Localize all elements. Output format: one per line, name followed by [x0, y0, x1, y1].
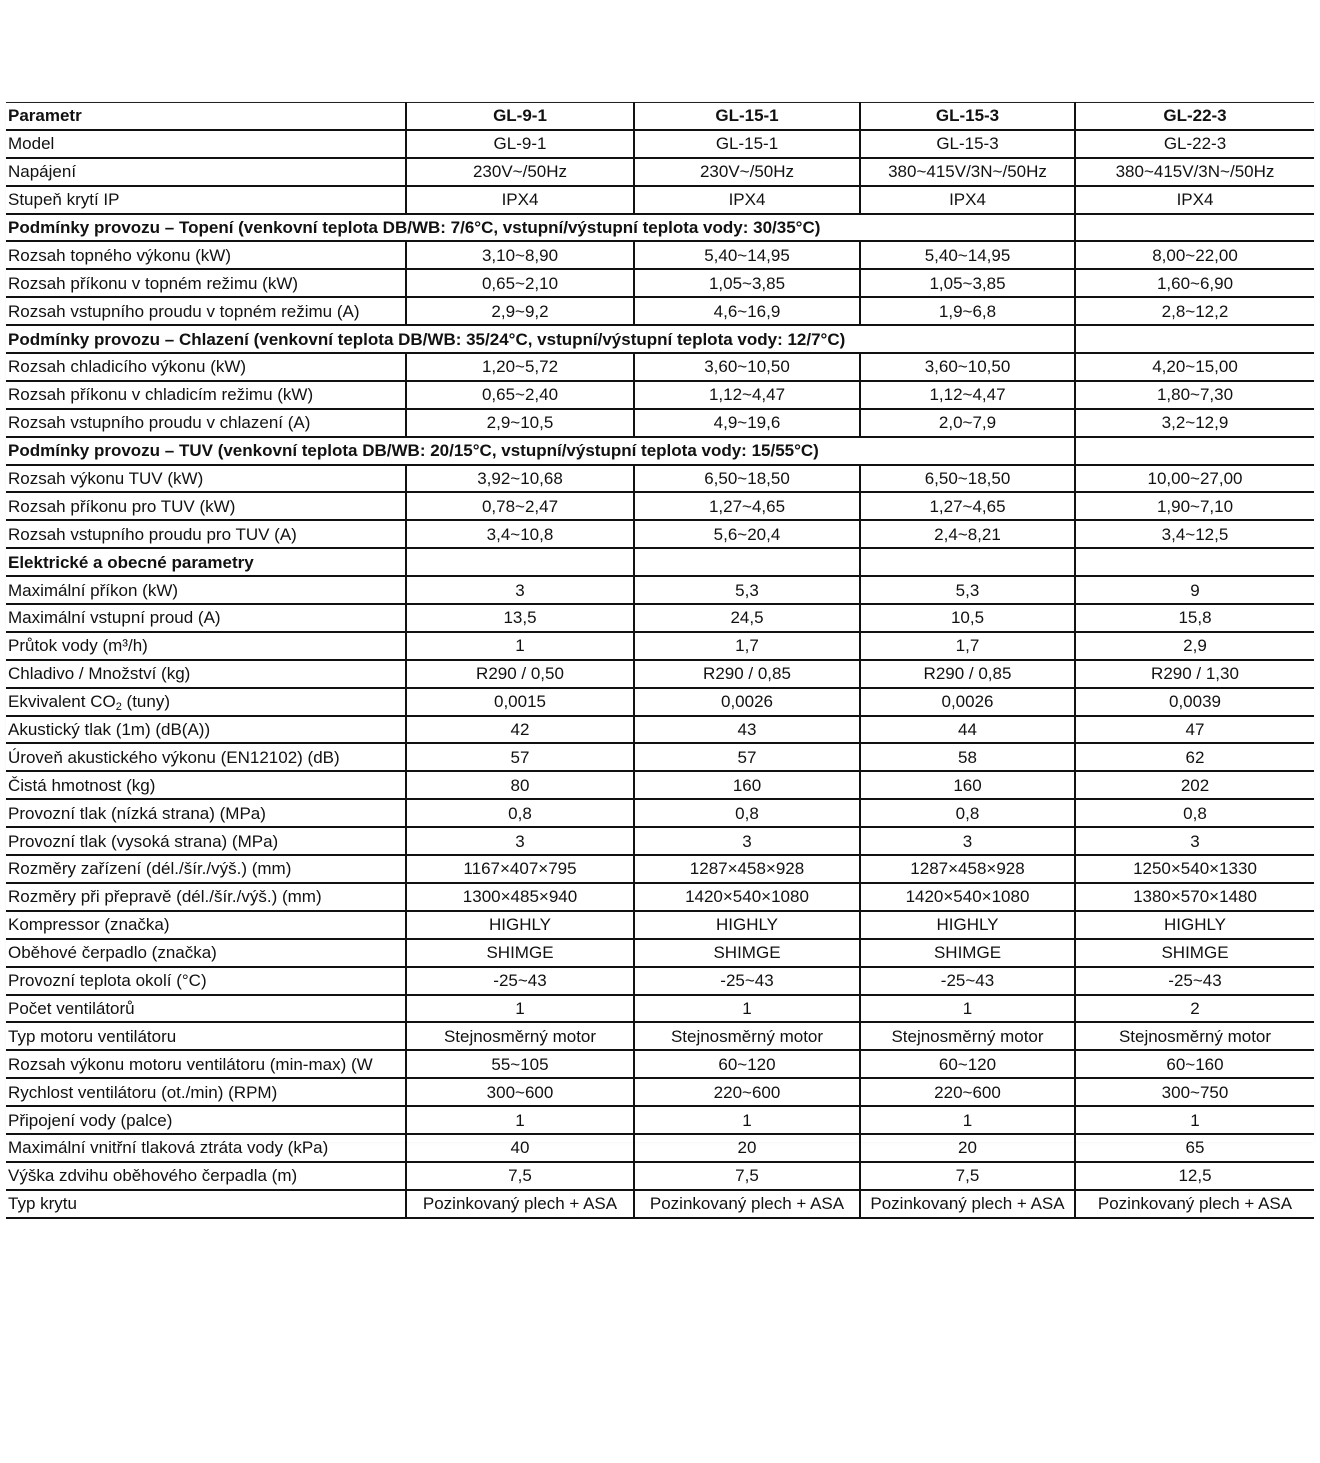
value-cell: 9 [1075, 576, 1314, 604]
table-row [6, 1190, 1314, 1218]
table-row [6, 1134, 1314, 1162]
value-cell: 220~600 [860, 1078, 1075, 1106]
value-cell: 20 [860, 1134, 1075, 1162]
section-title: Podmínky provozu – TUV (venkovní teplota DB/WB: 20/15°C, vstupní/výstupní teplota vody: 15/55°C) [6, 437, 1075, 465]
header-cell-model: GL-22-3 [1075, 103, 1314, 130]
value-cell: 1,05~3,85 [634, 269, 860, 297]
value-cell: 62 [1075, 743, 1314, 771]
empty-cell [1075, 214, 1314, 242]
parameter-label: Provozní tlak (nízká strana) (MPa) [6, 799, 406, 827]
parameter-label: Model [6, 130, 406, 158]
table-row [6, 660, 1314, 688]
parameter-label: Úroveň akustického výkonu (EN12102) (dB) [6, 743, 406, 771]
value-cell: 1287×458×928 [634, 855, 860, 883]
value-cell: HIGHLY [634, 911, 860, 939]
parameter-label: Provozní tlak (vysoká strana) (MPa) [6, 827, 406, 855]
empty-cell [406, 548, 634, 576]
value-cell: 55~105 [406, 1050, 634, 1078]
table-row [6, 939, 1314, 967]
table-row [6, 632, 1314, 660]
value-cell: SHIMGE [406, 939, 634, 967]
value-cell: SHIMGE [634, 939, 860, 967]
value-cell: 10,00~27,00 [1075, 465, 1314, 493]
value-cell: IPX4 [1075, 186, 1314, 214]
table-row [6, 827, 1314, 855]
value-cell: HIGHLY [860, 911, 1075, 939]
value-cell: 80 [406, 771, 634, 799]
value-cell: 220~600 [634, 1078, 860, 1106]
parameter-label: Rozsah příkonu v topném režimu (kW) [6, 269, 406, 297]
value-cell: 300~750 [1075, 1078, 1314, 1106]
value-cell: 1,9~6,8 [860, 297, 1075, 325]
value-cell: 1,60~6,90 [1075, 269, 1314, 297]
table-header-row [6, 103, 1314, 130]
table-row [6, 186, 1314, 214]
table-row [6, 688, 1314, 716]
parameter-label: Připojení vody (palce) [6, 1106, 406, 1134]
value-cell: 3,4~10,8 [406, 520, 634, 548]
table-row [6, 465, 1314, 493]
value-cell: 1 [406, 995, 634, 1023]
value-cell: R290 / 0,85 [860, 660, 1075, 688]
table-row [6, 1162, 1314, 1190]
value-cell: 160 [860, 771, 1075, 799]
value-cell: 65 [1075, 1134, 1314, 1162]
value-cell: 6,50~18,50 [634, 465, 860, 493]
value-cell: 42 [406, 716, 634, 744]
value-cell: 230V~/50Hz [406, 158, 634, 186]
value-cell: 1300×485×940 [406, 883, 634, 911]
table-row [6, 1050, 1314, 1078]
header-cell-model: GL-15-1 [634, 103, 860, 130]
section-header-row [6, 548, 1314, 576]
empty-cell [1075, 325, 1314, 353]
value-cell: IPX4 [634, 186, 860, 214]
table-row [6, 995, 1314, 1023]
value-cell: 300~600 [406, 1078, 634, 1106]
value-cell: 3,4~12,5 [1075, 520, 1314, 548]
table-row [6, 1078, 1314, 1106]
value-cell: 57 [406, 743, 634, 771]
value-cell: 15,8 [1075, 604, 1314, 632]
value-cell: 1287×458×928 [860, 855, 1075, 883]
value-cell: 160 [634, 771, 860, 799]
table-row [6, 158, 1314, 186]
spec-table [6, 102, 1314, 1219]
table-row [6, 716, 1314, 744]
parameter-label: Maximální vnitřní tlaková ztráta vody (kPa) [6, 1134, 406, 1162]
empty-cell [1075, 548, 1314, 576]
value-cell: 2,9~10,5 [406, 409, 634, 437]
value-cell: 5,40~14,95 [634, 241, 860, 269]
table-row [6, 911, 1314, 939]
value-cell: 13,5 [406, 604, 634, 632]
table-row [6, 381, 1314, 409]
header-cell-parameter: Parametr [6, 103, 406, 130]
value-cell: 5,6~20,4 [634, 520, 860, 548]
value-cell: 1 [406, 632, 634, 660]
parameter-label [6, 688, 406, 716]
value-cell: 1420×540×1080 [634, 883, 860, 911]
parameter-label: Rychlost ventilátoru (ot./min) (RPM) [6, 1078, 406, 1106]
header-cell-model: GL-9-1 [406, 103, 634, 130]
value-cell: Stejnosměrný motor [860, 1022, 1075, 1050]
parameter-label: Rozsah výkonu TUV (kW) [6, 465, 406, 493]
value-cell: 3 [860, 827, 1075, 855]
value-cell: Pozinkovaný plech + ASA [860, 1190, 1075, 1218]
value-cell: 1,7 [634, 632, 860, 660]
parameter-label: Typ krytu [6, 1190, 406, 1218]
parameter-label: Rozsah vstupního proudu v chlazení (A) [6, 409, 406, 437]
table-row [6, 409, 1314, 437]
table-row [6, 576, 1314, 604]
section-title: Elektrické a obecné parametry [6, 548, 406, 576]
value-cell: Stejnosměrný motor [406, 1022, 634, 1050]
value-cell: 2,9~9,2 [406, 297, 634, 325]
parameter-label: Stupeň krytí IP [6, 186, 406, 214]
parameter-label: Průtok vody (m³/h) [6, 632, 406, 660]
value-cell: 0,8 [1075, 799, 1314, 827]
value-cell: 60~160 [1075, 1050, 1314, 1078]
table-row [6, 967, 1314, 995]
value-cell: 2,9 [1075, 632, 1314, 660]
value-cell: 0,78~2,47 [406, 492, 634, 520]
value-cell: 0,8 [406, 799, 634, 827]
value-cell: 1250×540×1330 [1075, 855, 1314, 883]
value-cell: 40 [406, 1134, 634, 1162]
subscript: 2 [115, 701, 122, 714]
parameter-label: Výška zdvihu oběhového čerpadla (m) [6, 1162, 406, 1190]
parameter-label: Rozměry zařízení (dél./šír./výš.) (mm) [6, 855, 406, 883]
value-cell: GL-15-3 [860, 130, 1075, 158]
value-cell: 1,27~4,65 [860, 492, 1075, 520]
parameter-label: Rozsah vstupního proudu v topném režimu (A) [6, 297, 406, 325]
parameter-label: Chladivo / Množství (kg) [6, 660, 406, 688]
value-cell: 47 [1075, 716, 1314, 744]
value-cell: 1 [634, 1106, 860, 1134]
value-cell: 2,4~8,21 [860, 520, 1075, 548]
value-cell: 1167×407×795 [406, 855, 634, 883]
value-cell: 1 [634, 995, 860, 1023]
value-cell: 3 [1075, 827, 1314, 855]
value-cell: 6,50~18,50 [860, 465, 1075, 493]
parameter-label-text: Ekvivalent CO [8, 692, 116, 712]
section-title: Podmínky provozu – Topení (venkovní teplota DB/WB: 7/6°C, vstupní/výstupní teplota vody: 30/35°C) [6, 214, 1075, 242]
table-row [6, 269, 1314, 297]
value-cell: 1,90~7,10 [1075, 492, 1314, 520]
table-row [6, 353, 1314, 381]
value-cell: 12,5 [1075, 1162, 1314, 1190]
value-cell: Pozinkovaný plech + ASA [634, 1190, 860, 1218]
value-cell: 1,05~3,85 [860, 269, 1075, 297]
parameter-label-tail: (tuny) [121, 692, 171, 712]
value-cell: -25~43 [634, 967, 860, 995]
parameter-label: Napájení [6, 158, 406, 186]
value-cell: 1 [860, 1106, 1075, 1134]
value-cell: 0,0026 [634, 688, 860, 716]
value-cell: SHIMGE [860, 939, 1075, 967]
value-cell: 5,40~14,95 [860, 241, 1075, 269]
value-cell: R290 / 1,30 [1075, 660, 1314, 688]
value-cell: 3,60~10,50 [634, 353, 860, 381]
table-row [6, 1022, 1314, 1050]
section-header-row [6, 214, 1314, 242]
value-cell: 1,20~5,72 [406, 353, 634, 381]
value-cell: -25~43 [406, 967, 634, 995]
parameter-label: Akustický tlak (1m) (dB(A)) [6, 716, 406, 744]
parameter-label: Čistá hmotnost (kg) [6, 771, 406, 799]
value-cell: 2,0~7,9 [860, 409, 1075, 437]
spec-table-body [6, 103, 1314, 1218]
value-cell: 7,5 [406, 1162, 634, 1190]
value-cell: 3 [406, 827, 634, 855]
value-cell: 10,5 [860, 604, 1075, 632]
value-cell: 24,5 [634, 604, 860, 632]
value-cell: HIGHLY [406, 911, 634, 939]
value-cell: 20 [634, 1134, 860, 1162]
section-header-row [6, 437, 1314, 465]
value-cell: Pozinkovaný plech + ASA [1075, 1190, 1314, 1218]
header-cell-model: GL-15-3 [860, 103, 1075, 130]
value-cell: 1 [1075, 1106, 1314, 1134]
section-title: Podmínky provozu – Chlazení (venkovní teplota DB/WB: 35/24°C, vstupní/výstupní teplota vody: 12/7°C) [6, 325, 1075, 353]
value-cell: Stejnosměrný motor [1075, 1022, 1314, 1050]
parameter-label: Rozsah příkonu pro TUV (kW) [6, 492, 406, 520]
value-cell: 5,3 [860, 576, 1075, 604]
parameter-label: Rozsah výkonu motoru ventilátoru (min-max) (W [6, 1050, 406, 1078]
value-cell: -25~43 [1075, 967, 1314, 995]
table-row [6, 771, 1314, 799]
value-cell: 60~120 [634, 1050, 860, 1078]
table-row [6, 799, 1314, 827]
value-cell: IPX4 [406, 186, 634, 214]
table-row [6, 743, 1314, 771]
value-cell: 0,8 [634, 799, 860, 827]
value-cell: 1,12~4,47 [634, 381, 860, 409]
value-cell: 3,60~10,50 [860, 353, 1075, 381]
value-cell: Stejnosměrný motor [634, 1022, 860, 1050]
value-cell: 380~415V/3N~/50Hz [1075, 158, 1314, 186]
table-row [6, 492, 1314, 520]
value-cell: 230V~/50Hz [634, 158, 860, 186]
empty-cell [634, 548, 860, 576]
value-cell: GL-9-1 [406, 130, 634, 158]
value-cell: 0,65~2,40 [406, 381, 634, 409]
value-cell: 3 [406, 576, 634, 604]
value-cell: 202 [1075, 771, 1314, 799]
parameter-label: Rozměry při přepravě (dél./šír./výš.) (mm) [6, 883, 406, 911]
value-cell: IPX4 [860, 186, 1075, 214]
table-row [6, 1106, 1314, 1134]
table-row [6, 297, 1314, 325]
value-cell: 0,0015 [406, 688, 634, 716]
value-cell: GL-15-1 [634, 130, 860, 158]
empty-cell [860, 548, 1075, 576]
table-row [6, 520, 1314, 548]
value-cell: 1,7 [860, 632, 1075, 660]
value-cell: 1380×570×1480 [1075, 883, 1314, 911]
value-cell: 60~120 [860, 1050, 1075, 1078]
value-cell: 1 [406, 1106, 634, 1134]
value-cell: -25~43 [860, 967, 1075, 995]
value-cell: 1,27~4,65 [634, 492, 860, 520]
value-cell: 3,92~10,68 [406, 465, 634, 493]
value-cell: 7,5 [860, 1162, 1075, 1190]
parameter-label: Maximální vstupní proud (A) [6, 604, 406, 632]
section-header-row [6, 325, 1314, 353]
parameter-label: Rozsah vstupního proudu pro TUV (A) [6, 520, 406, 548]
value-cell: 0,0026 [860, 688, 1075, 716]
value-cell: 8,00~22,00 [1075, 241, 1314, 269]
parameter-label: Rozsah topného výkonu (kW) [6, 241, 406, 269]
value-cell: 0,8 [860, 799, 1075, 827]
value-cell: 57 [634, 743, 860, 771]
parameter-label: Maximální příkon (kW) [6, 576, 406, 604]
parameter-label: Kompressor (značka) [6, 911, 406, 939]
value-cell: 1420×540×1080 [860, 883, 1075, 911]
value-cell: 1,12~4,47 [860, 381, 1075, 409]
value-cell: 3,2~12,9 [1075, 409, 1314, 437]
parameter-label: Rozsah příkonu v chladicím režimu (kW) [6, 381, 406, 409]
value-cell: 3 [634, 827, 860, 855]
value-cell: 4,9~19,6 [634, 409, 860, 437]
table-row [6, 241, 1314, 269]
parameter-label: Oběhové čerpadlo (značka) [6, 939, 406, 967]
value-cell: 2,8~12,2 [1075, 297, 1314, 325]
value-cell: 5,3 [634, 576, 860, 604]
table-row [6, 604, 1314, 632]
value-cell: 7,5 [634, 1162, 860, 1190]
value-cell: 44 [860, 716, 1075, 744]
table-row [6, 883, 1314, 911]
value-cell: 1,80~7,30 [1075, 381, 1314, 409]
table-row [6, 130, 1314, 158]
parameter-label: Rozsah chladicího výkonu (kW) [6, 353, 406, 381]
value-cell: R290 / 0,50 [406, 660, 634, 688]
value-cell: Pozinkovaný plech + ASA [406, 1190, 634, 1218]
value-cell: 4,20~15,00 [1075, 353, 1314, 381]
empty-cell [1075, 437, 1314, 465]
table-row [6, 855, 1314, 883]
value-cell: 4,6~16,9 [634, 297, 860, 325]
value-cell: HIGHLY [1075, 911, 1314, 939]
parameter-label: Provozní teplota okolí (°C) [6, 967, 406, 995]
parameter-label: Typ motoru ventilátoru [6, 1022, 406, 1050]
value-cell: 2 [1075, 995, 1314, 1023]
value-cell: 58 [860, 743, 1075, 771]
value-cell: SHIMGE [1075, 939, 1314, 967]
parameter-label: Počet ventilátorů [6, 995, 406, 1023]
value-cell: 0,0039 [1075, 688, 1314, 716]
value-cell: GL-22-3 [1075, 130, 1314, 158]
value-cell: 0,65~2,10 [406, 269, 634, 297]
value-cell: R290 / 0,85 [634, 660, 860, 688]
value-cell: 380~415V/3N~/50Hz [860, 158, 1075, 186]
value-cell: 3,10~8,90 [406, 241, 634, 269]
value-cell: 1 [860, 995, 1075, 1023]
value-cell: 43 [634, 716, 860, 744]
